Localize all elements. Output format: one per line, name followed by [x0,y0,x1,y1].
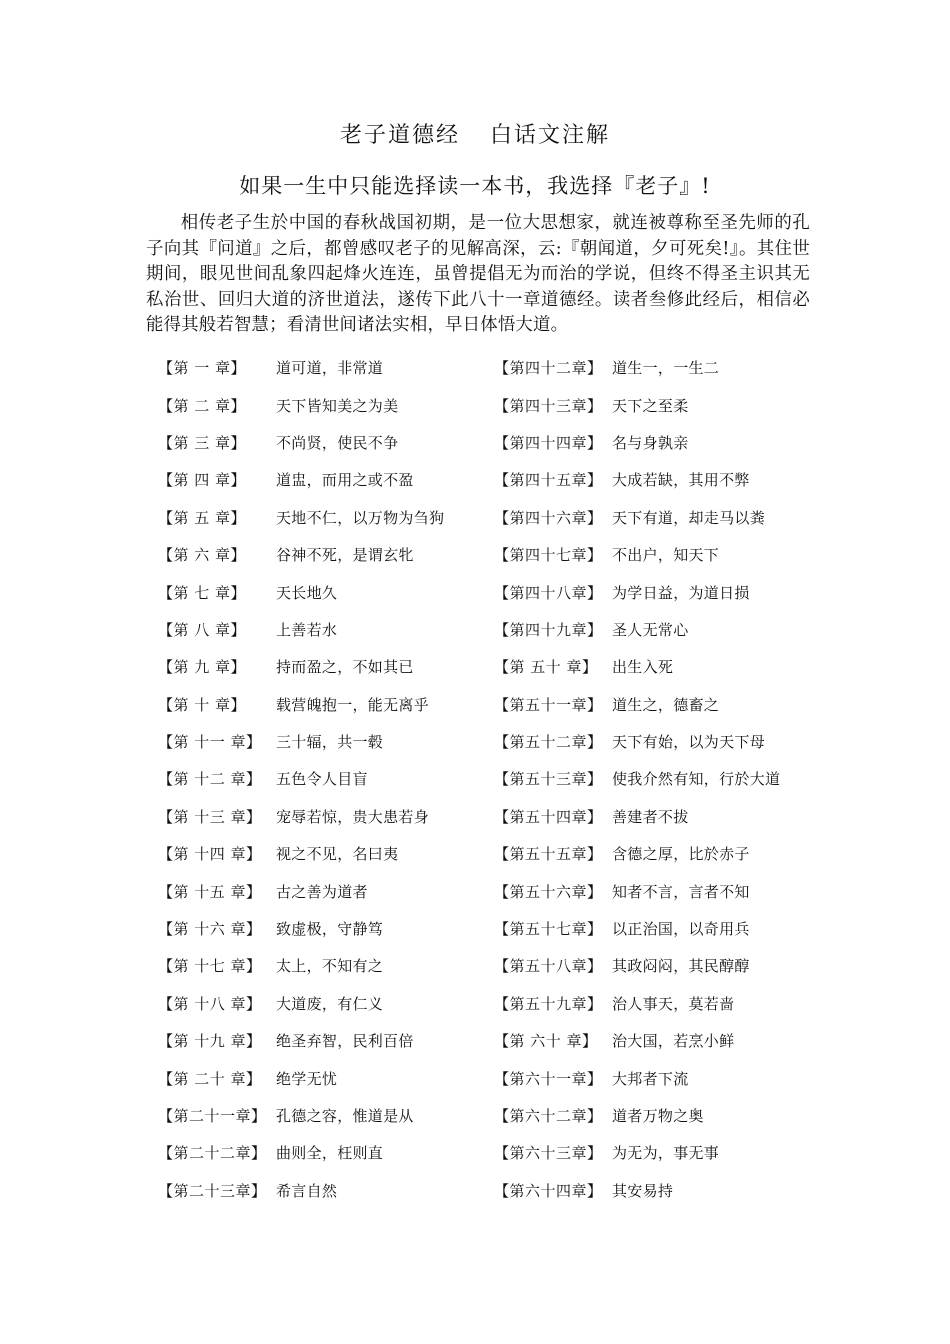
toc-chapter-number: 【第六十三章】 [494,1144,603,1163]
toc-entry[interactable] [158,1134,498,1171]
toc-entry[interactable] [494,910,834,947]
toc-chapter-title: 希言自然 [276,1181,338,1200]
toc-chapter-title: 道者万物之奥 [612,1107,704,1125]
toc-chapter-title: 载营魄抱一，能无离乎 [276,695,430,714]
toc-chapter-title: 其政闷闷，其民醇醇 [612,957,750,976]
page-title [0,118,950,149]
toc-chapter-number: 【第六十四章】 [494,1181,603,1200]
toc-chapter-title: 使我介然有知，行於大道 [612,770,781,789]
toc-chapter-title: 为无为，事无事 [612,1144,720,1163]
toc-chapter-number: 【第 二 章】 [158,396,247,415]
toc-chapter-number: 【第二十二章】 [158,1144,267,1163]
toc-entry[interactable] [158,985,498,1022]
toc-column-right [494,349,834,1209]
toc-chapter-number: 【第 六 章】 [158,546,247,565]
toc-chapter-title: 古之善为道者 [276,882,368,901]
toc-chapter-number: 【第六十一章】 [494,1069,603,1088]
toc-chapter-number: 【第 十 章】 [158,695,247,714]
toc-entry[interactable] [158,461,498,498]
toc-chapter-number: 【第五十六章】 [494,882,603,901]
toc-chapter-title: 大成若缺，其用不弊 [612,471,750,490]
toc-chapter-title: 出生入死 [612,658,674,677]
toc-chapter-number: 【第四十四章】 [494,433,603,452]
toc-chapter-number: 【第 七 章】 [158,583,247,602]
toc-chapter-number: 【第 五十 章】 [494,658,598,677]
toc-entry[interactable] [494,1097,834,1134]
toc-chapter-number: 【第 一 章】 [158,359,247,378]
toc-chapter-number: 【第五十一章】 [494,695,603,714]
toc-chapter-title: 不尚贤，使民不争 [276,433,399,452]
toc-chapter-title: 道生一，一生二 [612,359,720,378]
toc-chapter-number: 【第二十三章】 [158,1181,267,1200]
toc-entry[interactable] [494,611,834,648]
toc-chapter-number: 【第五十二章】 [494,733,603,752]
toc-chapter-title: 治大国，若烹小鲜 [612,1032,735,1051]
toc-chapter-number: 【第 十一 章】 [158,733,262,752]
toc-chapter-number: 【第四十六章】 [494,508,603,527]
toc-chapter-title: 天下之至柔 [612,396,689,415]
toc-chapter-number: 【第 五 章】 [158,508,247,527]
title-main: 老子道德经 [339,123,460,148]
toc-chapter-title: 善建者不拔 [612,807,689,826]
toc-entry[interactable] [158,1059,498,1096]
toc-chapter-title: 天下皆知美之为美 [276,396,399,415]
toc-chapter-title: 以正治国，以奇用兵 [612,920,750,939]
toc-chapter-title: 持而盈之，不如其已 [276,658,414,677]
toc-chapter-title: 大道废，有仁义 [276,994,384,1013]
toc-chapter-title: 天下有始，以为天下母 [612,733,766,752]
toc-entry[interactable] [494,872,834,909]
toc-chapter-number: 【第五十九章】 [494,994,603,1013]
toc-chapter-number: 【第 十四 章】 [158,845,262,864]
toc-entry[interactable] [494,798,834,835]
toc-entry[interactable] [158,723,498,760]
toc-entry[interactable] [494,573,834,610]
toc-chapter-title: 天长地久 [276,583,338,602]
toc-entry[interactable] [158,349,498,386]
toc-chapter-title: 孔德之容，惟道是从 [276,1107,414,1125]
toc-entry[interactable] [158,835,498,872]
toc-entry[interactable] [494,499,834,536]
toc-entry[interactable] [494,686,834,723]
toc-entry[interactable] [158,424,498,461]
toc-chapter-title: 为学日益，为道日损 [612,583,750,602]
toc-entry[interactable] [494,1022,834,1059]
toc-entry[interactable] [158,1172,498,1209]
toc-chapter-number: 【第四十五章】 [494,471,603,490]
toc-chapter-title: 含德之厚，比於赤子 [612,845,750,864]
toc-chapter-title: 治人事天，莫若啬 [612,994,735,1013]
toc-entry[interactable] [158,386,498,423]
toc-entry[interactable] [494,760,834,797]
toc-entry[interactable] [158,499,498,536]
subtitle: 如果一生中只能选择读一本书，我选择『老子』! [239,174,711,198]
toc-entry[interactable] [158,798,498,835]
toc-chapter-number: 【第五十五章】 [494,845,603,864]
toc-chapter-number: 【第 十二 章】 [158,770,262,789]
toc-entry[interactable] [158,648,498,685]
toc-entry[interactable] [158,573,498,610]
toc-chapter-title: 道可道，非常道 [276,359,384,378]
toc-chapter-title: 道生之，德畜之 [612,695,720,714]
toc-chapter-number: 【第五十三章】 [494,770,603,789]
toc-entry[interactable] [158,1097,498,1134]
toc-chapter-number: 【第五十四章】 [494,807,603,826]
toc-chapter-title: 圣人无常心 [612,620,689,639]
toc-chapter-title: 致虚极，守静笃 [276,920,384,939]
toc-chapter-number: 【第 十五 章】 [158,882,262,901]
toc-chapter-title: 绝学无忧 [276,1069,338,1088]
toc-chapter-title: 知者不言，言者不知 [612,882,750,901]
toc-chapter-number: 【第四十七章】 [494,546,603,565]
toc-chapter-number: 【第 九 章】 [158,658,247,677]
toc-column-left [158,349,498,1209]
toc-chapter-number: 【第五十八章】 [494,957,603,976]
toc-chapter-title: 名与身孰亲 [612,433,689,452]
toc-chapter-number: 【第 十九 章】 [158,1032,262,1051]
toc-entry[interactable] [158,947,498,984]
toc-chapter-title: 绝圣弃智，民利百倍 [276,1032,414,1051]
toc-entry[interactable] [494,349,834,386]
toc-entry[interactable] [158,872,498,909]
title-annotation: 白话文注解 [490,123,611,148]
toc-chapter-title: 大邦者下流 [612,1069,689,1088]
toc-entry[interactable] [494,947,834,984]
toc-chapter-number: 【第 二十 章】 [158,1069,262,1088]
toc-entry[interactable] [494,985,834,1022]
toc-chapter-number: 【第四十二章】 [494,359,603,378]
toc-chapter-number: 【第 十七 章】 [158,957,262,976]
toc-entry[interactable] [494,835,834,872]
toc-entry[interactable] [494,723,834,760]
toc-chapter-title: 不出户，知天下 [612,546,720,565]
toc-entry[interactable] [494,386,834,423]
toc-chapter-title: 宠辱若惊，贵大患若身 [276,807,430,826]
toc-chapter-number: 【第四十八章】 [494,583,603,602]
toc-entry[interactable] [494,648,834,685]
toc-chapter-number: 【第 八 章】 [158,620,247,639]
toc-chapter-title: 其安易持 [612,1181,674,1200]
toc-entry[interactable] [494,424,834,461]
toc-chapter-number: 【第二十一章】 [158,1107,267,1125]
toc-chapter-number: 【第 十三 章】 [158,807,262,826]
toc-chapter-title: 道盅，而用之或不盈 [276,471,414,490]
toc-entry[interactable] [494,461,834,498]
toc-chapter-title: 天下有道，却走马以粪 [612,508,766,527]
toc-entry[interactable] [158,760,498,797]
toc-entry[interactable] [158,611,498,648]
table-of-contents [158,349,838,1209]
toc-chapter-number: 【第 四 章】 [158,471,247,490]
intro-paragraph: 相传老子生於中国的春秋战国初期，是一位大思想家，就连被尊称至圣先师的孔子向其『问道』之后，都曾感叹老子的见解高深，云:『朝闻道，夕可死矣!』。其住世期间，眼见世间乱象四起烽火连连，虽曾提倡无为而治的学说，但终不得圣主识其无私治世、回归大道的济世道法，遂传下此八十一章道德经。读者叁修此经后，相信必能得其般若智慧；看清世间诸法实相，早日体悟大道。 [146,213,810,336]
toc-chapter-number: 【第 六十 章】 [494,1032,598,1051]
toc-entry[interactable] [158,1022,498,1059]
toc-chapter-title: 三十辐，共一毂 [276,733,384,752]
toc-chapter-title: 曲则全，枉则直 [276,1144,384,1163]
toc-chapter-number: 【第 十八 章】 [158,994,262,1013]
toc-entry[interactable] [158,686,498,723]
toc-entry[interactable] [158,910,498,947]
toc-chapter-title: 天地不仁，以万物为刍狗 [276,508,445,527]
toc-chapter-number: 【第 三 章】 [158,433,247,452]
toc-entry[interactable] [494,536,834,573]
toc-entry[interactable] [494,1059,834,1096]
toc-chapter-number: 【第 十六 章】 [158,920,262,939]
toc-chapter-number: 【第六十二章】 [494,1107,603,1125]
toc-entry[interactable] [158,536,498,573]
toc-entry[interactable] [494,1172,834,1209]
toc-entry[interactable] [494,1134,834,1171]
toc-chapter-title: 太上，不知有之 [276,957,384,976]
toc-chapter-number: 【第五十七章】 [494,920,603,939]
toc-chapter-title: 谷神不死，是谓玄牝 [276,546,414,565]
toc-chapter-title: 上善若水 [276,620,338,639]
toc-chapter-title: 视之不见，名曰夷 [276,845,399,864]
toc-chapter-title: 五色令人目盲 [276,770,368,789]
toc-chapter-number: 【第四十九章】 [494,620,603,639]
toc-chapter-number: 【第四十三章】 [494,396,603,415]
